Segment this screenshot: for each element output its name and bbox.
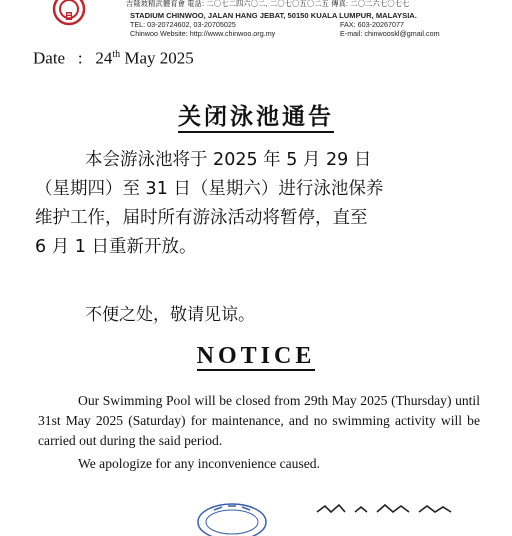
letterhead-chinese-contact: 吉隆坡精武體育會 電話: 二〇七二四六〇二, 二〇七〇五〇二五 傳真: 二〇二六七〇七七 — [126, 0, 410, 8]
date-line — [33, 45, 194, 69]
english-notice-title: NOTICE — [196, 343, 316, 369]
chinwoo-emblem-icon — [52, 0, 86, 26]
chinese-apology: 不便之处，敬请见谅。 — [85, 305, 255, 325]
date-label: Date — [33, 48, 66, 68]
letterhead-address: STADIUM CHINWOO, JALAN HANG JEBAT, 50150 KUALA LUMPUR, MALAYSIA. — [130, 11, 417, 20]
chinese-notice-title-row — [0, 98, 512, 131]
official-stamp-icon — [192, 496, 272, 536]
chinese-body-line: 本会游泳池将于 2025 年 5 月 29 日 — [85, 150, 372, 170]
letterhead-tel: TEL: 03-20724602, 03-20705025 — [130, 20, 236, 29]
letterhead-website: Chinwoo Website: http://www.chinwoo.org.my — [130, 29, 276, 38]
chinese-body-line: （星期四）至 31 日（星期六）进行泳池保养 — [35, 179, 384, 199]
date-day: 24 — [95, 48, 113, 68]
english-apology: We apologize for any inconvenience caused. — [78, 456, 320, 471]
date-day-suffix: th — [112, 49, 121, 60]
chinese-notice-title: 关闭泳池通告 — [178, 104, 334, 133]
letterhead-email: E-mail: chinwooskl@gmail.com — [340, 29, 440, 38]
letterhead-fax: FAX: 603-20267077 — [340, 20, 404, 29]
chinese-body-line: 6 月 1 日重新开放。 — [35, 237, 197, 257]
english-notice-body — [38, 391, 480, 451]
date-month-year: May 2025 — [124, 48, 194, 68]
chinese-body-line: 维护工作，届时所有游泳活动将暂停，直至 — [35, 208, 368, 228]
date-separator: : — [77, 48, 83, 68]
chinese-notice-body — [35, 146, 480, 262]
english-notice-title-row — [0, 343, 512, 370]
english-body-paragraph: Our Swimming Pool will be closed from 29th May 2025 (Thursday) until 31st May 2025 (Saturday) for maintenance, and no swimming activity will be carried out during the said period. — [38, 393, 480, 448]
